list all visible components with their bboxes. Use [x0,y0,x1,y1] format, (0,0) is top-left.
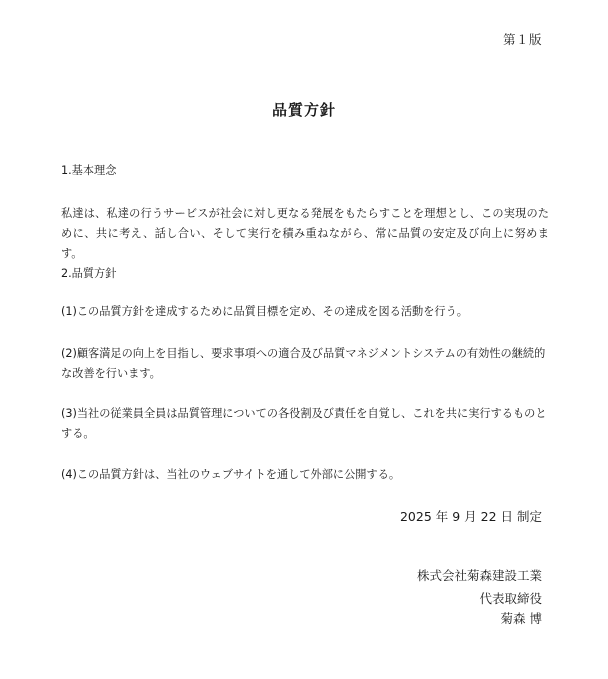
section-heading-quality-policy: 2.品質方針 [61,267,117,280]
policy-item-4: (4)この品質方針は、当社のウェブサイトを通して外部に公開する。 [61,468,401,481]
edition-label: 第１版 [502,32,542,47]
basic-philosophy-paragraph: 私達は、私達の行うサービスが社会に対し更なる発展をもたらすことを理想とし、この実現のために、共に考え、話し合い、そして実行を積み重ねながら、常に品質の安定及び向上に努めます。 [61,207,549,260]
document-title: 品質方針 [271,101,336,119]
signer-role: 代表取締役 [479,591,542,606]
established-date: 2025 年 9 月 22 日 制定 [399,509,542,524]
policy-item-3: (3)当社の従業員全員は品質管理についての各役割及び責任を自覚し、これを共に実行するものとする。 [61,407,547,440]
policy-item-1: (1)この品質方針を達成するために品質目標を定め、その達成を図る活動を行う。 [61,305,468,318]
section-heading-basic-philosophy: 1.基本理念 [61,164,117,177]
signer-name: 菊森 博 [500,611,542,626]
company-name: 株式会社菊森建設工業 [416,568,542,583]
policy-item-2: (2)顧客満足の向上を目指し、要求事項への適合及び品質マネジメントシステムの有効性の継続的な改善を行います。 [61,347,546,380]
